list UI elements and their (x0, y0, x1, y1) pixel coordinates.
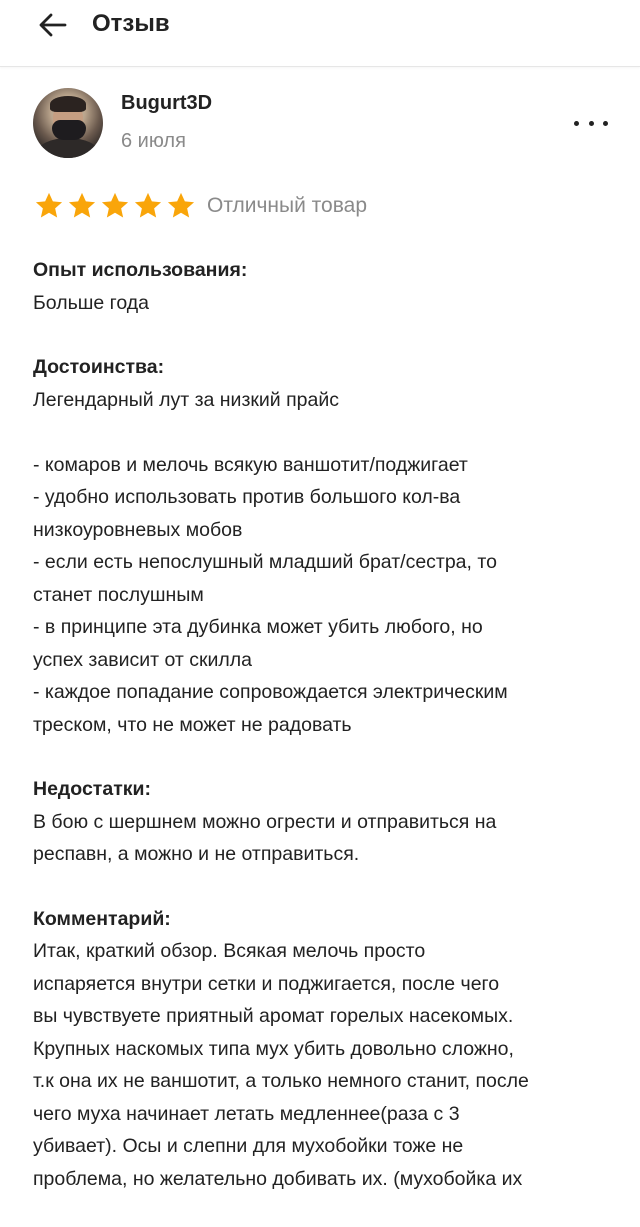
section-text: - если есть непослушный младший брат/сестра, то (33, 551, 497, 573)
section-text: т.к она их не ваншотит, а только немного станит, после (33, 1070, 529, 1092)
section-cons (33, 773, 613, 871)
section-title: Опыт использования: (33, 259, 248, 281)
star-icon (66, 190, 98, 222)
section-text: Итак, краткий обзор. Всякая мелочь просто (33, 940, 426, 962)
section-text: чего муха начинает летать медленнее(раза с 3 (33, 1102, 460, 1125)
section-pros (33, 351, 613, 741)
section-title: Недостатки: (33, 778, 151, 800)
more-options-button[interactable] (574, 116, 608, 130)
section-text: - в принципе эта дубинка может убить любого, но (33, 616, 483, 638)
section-title: Комментарий: (33, 907, 171, 930)
section-text: - удобно использовать против большого кол-ва (33, 486, 461, 508)
star-rating (33, 190, 197, 222)
section-text: треском, что не может не радовать (33, 713, 352, 736)
more-dot-icon (574, 121, 579, 126)
section-text: вы чувствуете приятный аромат горелых насекомых. (33, 1005, 514, 1027)
section-text: станет послушным (33, 583, 204, 606)
section-text: проблема, но желательно добивать их. (мухобойка их (33, 1167, 523, 1190)
blank-line (33, 416, 613, 449)
avatar-body (37, 138, 99, 158)
section-title: Достоинства: (33, 356, 165, 378)
section-text: испаряется внутри сетки и поджигается, после чего (33, 972, 500, 995)
avatar[interactable] (33, 88, 103, 158)
review-body (33, 254, 613, 1227)
author-name[interactable]: Bugurt3D (121, 92, 213, 114)
section-text: Крупных наскомых типа мух убить довольно сложно, (33, 1037, 514, 1060)
section-text: В бою с шершнем можно огрести и отправиться на (33, 810, 497, 833)
section-text: Легендарный лут за низкий прайс (33, 388, 340, 411)
avatar-hair (50, 96, 86, 112)
arrow-left-icon (39, 13, 67, 37)
more-dot-icon (589, 121, 594, 126)
section-text: убивает). Осы и слепни для мухобойки тоже не (33, 1135, 464, 1157)
avatar-mask (52, 120, 86, 140)
section-text: успех зависит от скилла (33, 648, 252, 671)
review-date: 6 июля (121, 130, 186, 152)
section-text: - комаров и мелочь всякую ваншотит/поджигает (33, 453, 468, 476)
rating-row (33, 190, 367, 222)
star-icon (99, 190, 131, 222)
section-text: респавн, а можно и не отправиться. (33, 843, 360, 865)
more-dot-icon (603, 121, 608, 126)
section-text: низкоуровневых мобов (33, 518, 243, 541)
back-button[interactable] (36, 8, 70, 42)
top-bar (0, 0, 640, 67)
page-title: Отзыв (92, 10, 170, 37)
star-icon (33, 190, 65, 222)
star-icon (132, 190, 164, 222)
section-comment (33, 903, 613, 1196)
section-experience (33, 254, 613, 319)
section-text: Больше года (33, 291, 149, 314)
rating-label: Отличный товар (207, 194, 368, 217)
section-text: - каждое попадание сопровождается электрическим (33, 681, 508, 703)
star-icon (165, 190, 197, 222)
